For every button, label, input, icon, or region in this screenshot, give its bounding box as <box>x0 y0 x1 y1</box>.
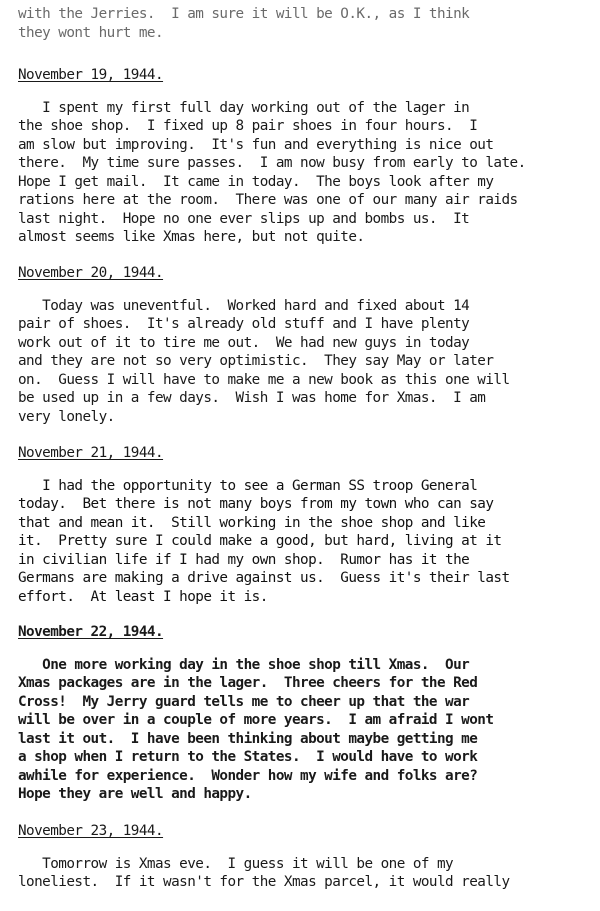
diary-entry <box>18 822 510 892</box>
text-line: very lonely. <box>18 408 115 425</box>
diary-entry <box>18 444 510 606</box>
entry-date-heading: November 19, 1944. <box>18 67 164 83</box>
entry-date-heading: November 20, 1944. <box>18 265 164 281</box>
text-line: they wont hurt me. <box>18 24 164 41</box>
carryover-paragraph <box>18 5 469 42</box>
text-line: Tomorrow is Xmas eve. I guess it will be one of my <box>18 855 454 872</box>
text-line: will be over in a couple of more years. I am afraid I wont <box>18 712 494 728</box>
text-line: Cross! My Jerry guard tells me to cheer up that the war <box>18 693 470 710</box>
text-line: I spent my first full day working out of the lager in <box>18 99 470 116</box>
text-line: almost seems like Xmas here, but not quite. <box>18 229 365 245</box>
text-line: and they are not so very optimistic. They say May or later <box>18 353 494 369</box>
text-line: the shoe shop. I fixed up 8 pair shoes in four hours. I <box>18 118 478 134</box>
text-line: effort. At least I hope it is. <box>18 588 268 605</box>
text-line: Germans are making a drive against us. Guess it's their last <box>18 570 510 586</box>
text-line: I had the opportunity to see a German SS troop General <box>18 477 478 494</box>
entry-date-heading: November 21, 1944. <box>18 445 164 461</box>
text-line: work out of it to tire me out. We had new guys in today <box>18 334 470 351</box>
text-line: with the Jerries. I am sure it will be O.K., as I think <box>18 6 470 22</box>
text-line: that and mean it. Still working in the shoe shop and like <box>18 514 486 531</box>
text-line: One more working day in the shoe shop till Xmas. Our <box>18 656 470 673</box>
text-line: be used up in a few days. Wish I was home for Xmas. I am <box>18 390 486 406</box>
text-line: today. Bet there is not many boys from my town who can say <box>18 496 494 512</box>
text-line: am slow but improving. It's fun and everything is nice out <box>18 136 494 153</box>
text-line: rations here at the room. There was one of our many air raids <box>18 192 518 208</box>
text-line: pair of shoes. It's already old stuff and I have plenty <box>18 316 470 332</box>
text-line: in civilian life if I had my own shop. Rumor has it the <box>18 551 470 568</box>
text-line: awhile for experience. Wonder how my wife and folks are? <box>18 767 478 784</box>
text-line: last it out. I have been thinking about maybe getting me <box>18 730 478 747</box>
entry-date-heading: November 22, 1944. <box>18 624 164 640</box>
diary-entry <box>18 66 526 247</box>
text-line: Xmas packages are in the lager. Three cheers for the Red <box>18 675 478 691</box>
text-line: Today was uneventful. Worked hard and fixed about 14 <box>18 297 470 314</box>
text-line: Hope they are well and happy. <box>18 786 252 802</box>
text-line: Hope I get mail. It came in today. The boys look after my <box>18 173 494 190</box>
text-line: loneliest. If it wasn't for the Xmas parcel, it would really <box>18 874 510 890</box>
text-line: last night. Hope no one ever slips up and bombs us. It <box>18 210 470 227</box>
diary-entry <box>18 264 510 426</box>
text-line: on. Guess I will have to make me a new book as this one will <box>18 371 510 388</box>
diary-entry <box>18 623 493 804</box>
text-line: there. My time sure passes. I am now busy from early to late. <box>18 155 526 171</box>
entry-date-heading: November 23, 1944. <box>18 823 164 839</box>
text-line: it. Pretty sure I could make a good, but hard, living at it <box>18 533 502 549</box>
text-line: a shop when I return to the States. I would have to work <box>18 749 478 765</box>
